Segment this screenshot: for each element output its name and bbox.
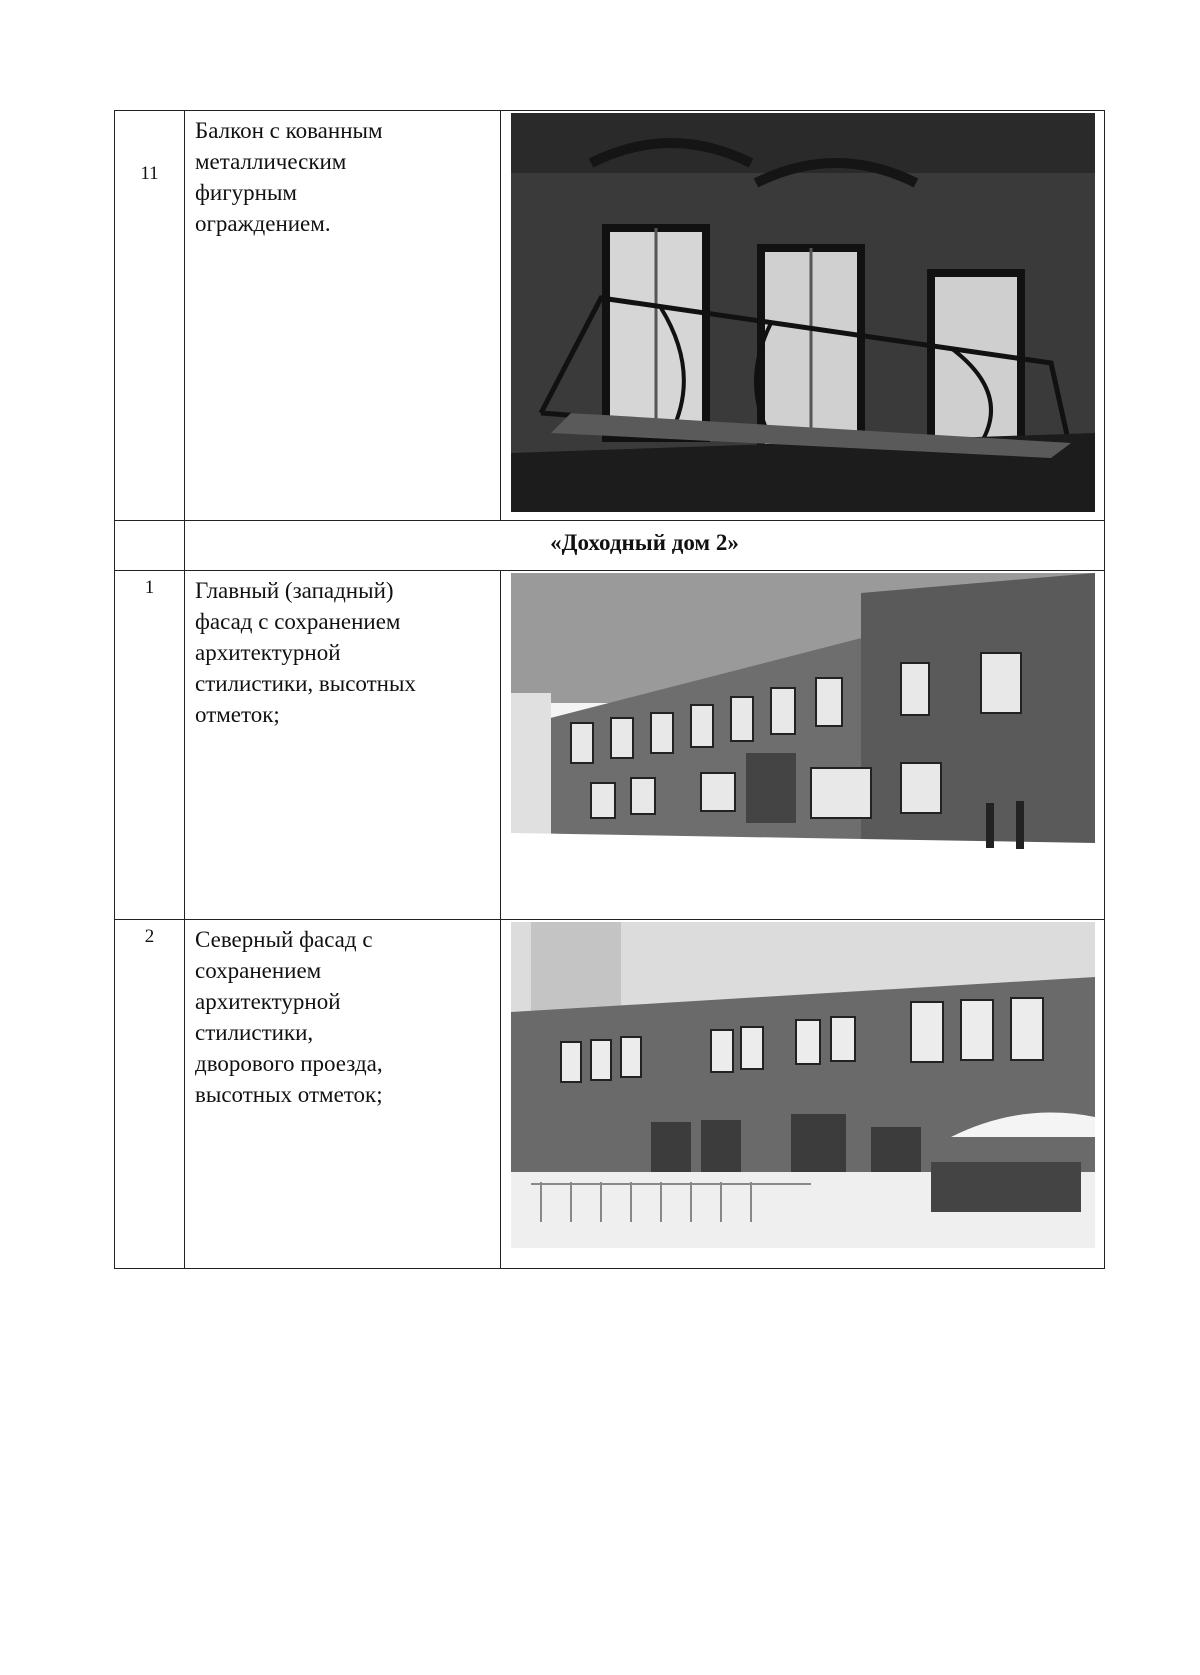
row-number: 11 <box>140 163 159 184</box>
row-number: 2 <box>144 926 155 947</box>
description-cell <box>185 111 501 521</box>
row-description: Балкон с кованным металлическим фигурным ограждением. <box>195 118 383 236</box>
section-title: «Доходный дом 2» <box>185 521 1105 571</box>
row-number: 1 <box>144 577 155 598</box>
row-description: Главный (западный) фасад с сохранением архитектурной стилистики, высотных отметок; <box>195 578 416 727</box>
table-row <box>115 920 1105 1269</box>
row-number-cell <box>115 920 185 1269</box>
empty-cell <box>115 521 185 571</box>
row-description: Северный фасад с сохранением архитектурной стилистики, дворового проезда, высотных отметок; <box>195 927 383 1107</box>
photo-cell <box>501 920 1105 1269</box>
heritage-elements-table <box>114 110 1105 1269</box>
description-cell <box>185 920 501 1269</box>
north-facade-photo <box>511 922 1095 1248</box>
section-row <box>115 521 1105 571</box>
table-row <box>115 111 1105 521</box>
row-number-cell <box>115 111 185 521</box>
balcony-photo <box>511 113 1095 512</box>
description-cell <box>185 571 501 920</box>
photo-cell <box>501 111 1105 521</box>
photo-cell <box>501 571 1105 920</box>
row-number-cell <box>115 571 185 920</box>
west-facade-photo <box>511 573 1095 899</box>
table-row <box>115 571 1105 920</box>
